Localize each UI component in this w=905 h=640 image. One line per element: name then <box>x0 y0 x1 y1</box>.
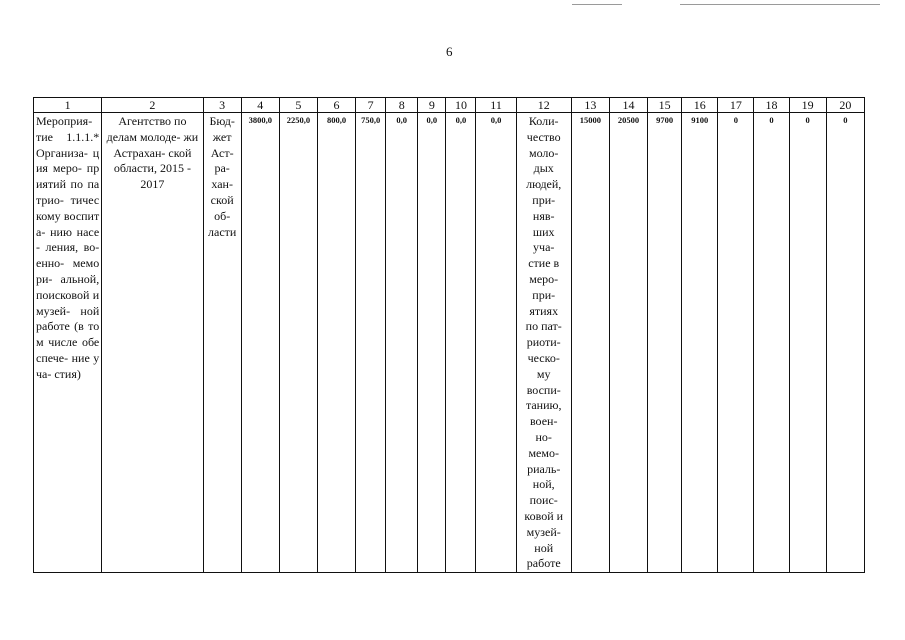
table-row <box>34 113 865 573</box>
indicator-cell <box>516 113 571 573</box>
column-header: 8 <box>386 98 418 113</box>
indicator-value: 15000 <box>579 115 601 125</box>
indicator-line: танию, <box>525 398 562 413</box>
indicator-line: музей- <box>526 524 561 539</box>
column-header: 9 <box>418 98 446 113</box>
finance-value: 750,0 <box>361 115 381 125</box>
funding-source-line: жет <box>212 129 232 144</box>
column-header: 19 <box>789 98 826 113</box>
indicator-value-cell <box>682 113 718 573</box>
indicator-value: 20500 <box>617 115 640 125</box>
indicator-line: воен- <box>529 414 558 429</box>
indicator-value: 9100 <box>691 115 709 125</box>
funding-source-cell <box>203 113 241 573</box>
indicator-line: ной, <box>532 477 555 492</box>
finance-cell <box>386 113 418 573</box>
indicator-line: няв- <box>532 208 555 223</box>
column-header: 11 <box>476 98 516 113</box>
finance-cell <box>356 113 386 573</box>
indicator-line: дых <box>533 161 554 176</box>
indicator-line: чество <box>526 129 561 144</box>
finance-value: 2250,0 <box>286 115 311 125</box>
indicator-line: стие в <box>528 256 560 271</box>
finance-value: 800,0 <box>326 115 347 125</box>
indicator-line: при- <box>532 192 556 207</box>
activity-table <box>33 97 865 573</box>
indicator-line: поис- <box>529 493 558 508</box>
page-number: 6 <box>446 44 453 59</box>
column-header: 17 <box>718 98 754 113</box>
funding-source-line: Бюд- <box>209 114 235 128</box>
funding-source-line: хан- <box>211 177 233 192</box>
indicator-value-cell <box>718 113 754 573</box>
indicator-value: 9700 <box>656 115 674 125</box>
indicator-value-cell <box>754 113 789 573</box>
indicator-line: ческо- <box>527 350 560 365</box>
indicator-line: воспи- <box>526 382 561 397</box>
column-header: 12 <box>516 98 571 113</box>
indicator-name <box>519 113 569 572</box>
indicator-line: риоти- <box>526 335 561 350</box>
funding-source-line: Аст- <box>210 145 234 160</box>
finance-value: 0,0 <box>490 115 502 125</box>
executor-name: Агентство по делам молоде- жи Астрахан- ской области, 2015 - 2017 <box>106 114 199 192</box>
indicator-value: 0 <box>805 115 810 125</box>
column-header: 5 <box>279 98 317 113</box>
activity-cell <box>34 113 102 573</box>
column-header: 16 <box>682 98 718 113</box>
indicator-line: работе <box>526 556 561 571</box>
indicator-line: но- <box>535 429 552 444</box>
finance-cell <box>317 113 355 573</box>
finance-value: 0,0 <box>396 115 408 125</box>
indicator-value-cell <box>571 113 609 573</box>
indicator-value-cell <box>826 113 864 573</box>
finance-cell <box>476 113 516 573</box>
top-rule-right <box>680 4 880 5</box>
indicator-line: людей, <box>526 177 562 192</box>
column-header: 4 <box>241 98 279 113</box>
column-header: 10 <box>446 98 476 113</box>
indicator-line: ной <box>534 540 554 555</box>
executor-cell <box>102 113 203 573</box>
funding-source-line: ра- <box>214 161 230 176</box>
funding-source-line: ласти <box>208 224 237 239</box>
finance-value: 3800,0 <box>248 115 272 125</box>
funding-source-line: ской <box>210 192 234 207</box>
column-header: 14 <box>609 98 647 113</box>
indicator-line: мемо- <box>528 445 559 460</box>
indicator-value-cell <box>789 113 826 573</box>
indicator-value-cell <box>648 113 682 573</box>
finance-cell <box>279 113 317 573</box>
funding-source-line: об- <box>214 208 231 223</box>
indicator-line: му <box>536 366 551 381</box>
indicator-value: 0 <box>733 115 738 125</box>
indicator-line: ших <box>532 224 555 239</box>
indicator-value: 0 <box>769 115 774 125</box>
indicator-line: моло- <box>529 145 559 160</box>
indicator-value: 0 <box>843 115 848 125</box>
column-header: 3 <box>203 98 241 113</box>
column-header: 18 <box>754 98 789 113</box>
indicator-line: риаль- <box>527 461 561 476</box>
column-header: 13 <box>571 98 609 113</box>
finance-cell <box>418 113 446 573</box>
indicator-line: меро- <box>529 271 559 286</box>
indicator-line: уча- <box>533 240 555 255</box>
column-header: 1 <box>34 98 102 113</box>
indicator-line: ковой и <box>524 508 564 523</box>
indicator-line: при- <box>532 287 556 302</box>
top-rule-left <box>572 4 622 5</box>
finance-value: 0,0 <box>455 115 467 125</box>
column-header: 6 <box>317 98 355 113</box>
finance-cell <box>446 113 476 573</box>
header-row <box>34 98 865 113</box>
indicator-line: по пат- <box>525 319 562 334</box>
indicator-line: Коли- <box>528 114 559 128</box>
funding-source <box>206 113 239 240</box>
activity-name: Мероприя- тие 1.1.1.* Организа- ция меро- приятий по патрио- тическому воспита- нию насе- ления, во- енно- мемори- альной, поисковой и музей- ной работе (в том числе обеспече- ние уча- стия) <box>36 114 100 381</box>
column-header: 2 <box>102 98 203 113</box>
finance-cell <box>241 113 279 573</box>
column-header: 15 <box>648 98 682 113</box>
column-header: 7 <box>356 98 386 113</box>
indicator-value-cell <box>609 113 647 573</box>
column-header: 20 <box>826 98 864 113</box>
finance-value: 0,0 <box>426 115 438 125</box>
indicator-line: ятиях <box>529 303 559 318</box>
